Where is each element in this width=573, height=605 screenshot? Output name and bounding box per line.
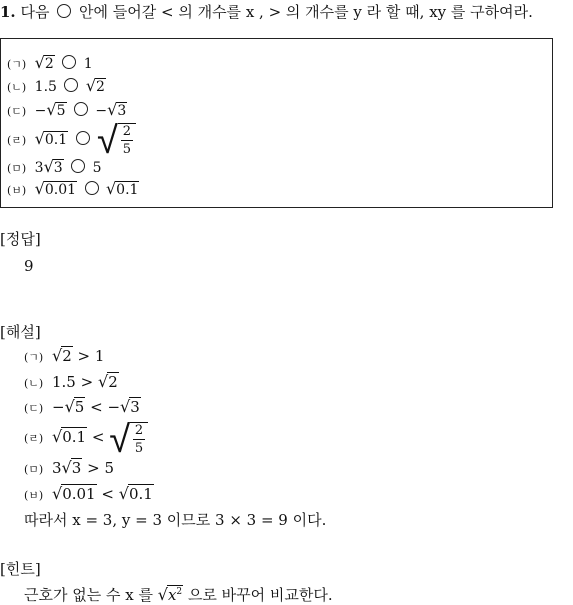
- sqrt-expression: √3: [107, 100, 127, 119]
- item-marker: (ㄴ): [7, 81, 27, 94]
- item-marker: (ㄱ): [24, 351, 44, 364]
- value: 1.5: [34, 79, 57, 95]
- value: 1: [83, 56, 93, 72]
- question-text-after: 안에 들어갈 < 의 개수를 x , > 의 개수를 y 라 할 때, xy 를 구하여라.: [79, 3, 533, 21]
- blank-circle-icon: [64, 78, 78, 92]
- item-marker: (ㄷ): [7, 105, 27, 118]
- question-line: [0, 2, 533, 22]
- answer-value: 9: [24, 257, 34, 275]
- problem-item-2: [7, 76, 106, 98]
- item-marker: (ㄴ): [24, 377, 44, 390]
- question-number: 1.: [0, 3, 16, 21]
- item-marker: (ㄷ): [24, 402, 44, 415]
- explanation-line-6: (ㅂ) √0.01 < √0.1: [24, 484, 153, 503]
- problem-item-1: [7, 53, 93, 75]
- item-marker: (ㄱ): [7, 58, 27, 71]
- sqrt-fraction: √ $\frac{2}{5}$: [97, 120, 136, 160]
- item-marker: (ㅂ): [7, 184, 27, 197]
- item-marker: (ㄹ): [24, 432, 44, 445]
- comparison-operator: >: [80, 373, 94, 391]
- explanation-line-2: (ㄴ) 1.5 > √2: [24, 372, 118, 391]
- question-text-before: 다음: [20, 3, 50, 21]
- hint-label: [힌트]: [0, 560, 41, 578]
- item-marker: (ㅂ): [24, 489, 44, 502]
- hint-text-after: 으로 바꾸어 비교한다.: [187, 586, 333, 604]
- blank-circle-icon: [71, 159, 85, 173]
- sqrt-x-squared: $√x^2$: [157, 585, 183, 604]
- explanation-line-5: (ㅁ) 3√3 > 5: [24, 458, 114, 477]
- problem-item-5: [7, 157, 102, 179]
- sqrt-expression: √2: [34, 53, 54, 72]
- explanation-conclusion: 따라서 x = 3, y = 3 이므로 3 × 3 = 9 이다.: [24, 511, 327, 529]
- coefficient: 3: [34, 160, 44, 176]
- blank-circle-icon: [57, 4, 71, 18]
- explanation-label: [해설]: [0, 323, 41, 341]
- item-marker: (ㅁ): [7, 162, 27, 175]
- blank-circle-icon: [85, 181, 99, 195]
- comparison-operator: <: [90, 398, 103, 416]
- answer-label: [정답]: [0, 230, 41, 248]
- sqrt-expression: √0.1: [34, 129, 68, 148]
- item-marker: (ㅁ): [24, 463, 44, 476]
- sqrt-expression: √0.01: [34, 179, 77, 198]
- sqrt-expression: √5: [46, 100, 66, 119]
- blank-circle-icon: [74, 102, 88, 116]
- hint-text-before: 근호가 없는 수 x 를: [24, 586, 153, 604]
- comparison-operator: >: [87, 459, 100, 477]
- explanation-line-4: (ㄹ) √0.1 < √ $\frac{2}{5}$: [24, 416, 148, 460]
- comparison-operator: <: [91, 428, 105, 446]
- comparison-operator: <: [101, 485, 114, 503]
- sqrt-expression: √2: [85, 76, 105, 95]
- problem-box: [0, 38, 553, 208]
- problem-item-4: [7, 119, 136, 161]
- problem-item-3: (ㄷ) −√5 −√3: [7, 100, 127, 119]
- problem-item-6: [7, 179, 139, 201]
- item-marker: (ㄹ): [7, 134, 27, 147]
- sqrt-expression: √3: [43, 157, 63, 176]
- value: 5: [92, 160, 102, 176]
- comparison-operator: >: [77, 347, 91, 365]
- sqrt-expression: √0.1: [105, 179, 139, 198]
- blank-circle-icon: [76, 131, 90, 145]
- explanation-line-3: (ㄷ) −√5 < −√3: [24, 397, 140, 416]
- explanation-line-1: (ㄱ) √2 > 1: [24, 346, 105, 365]
- blank-circle-icon: [62, 55, 76, 69]
